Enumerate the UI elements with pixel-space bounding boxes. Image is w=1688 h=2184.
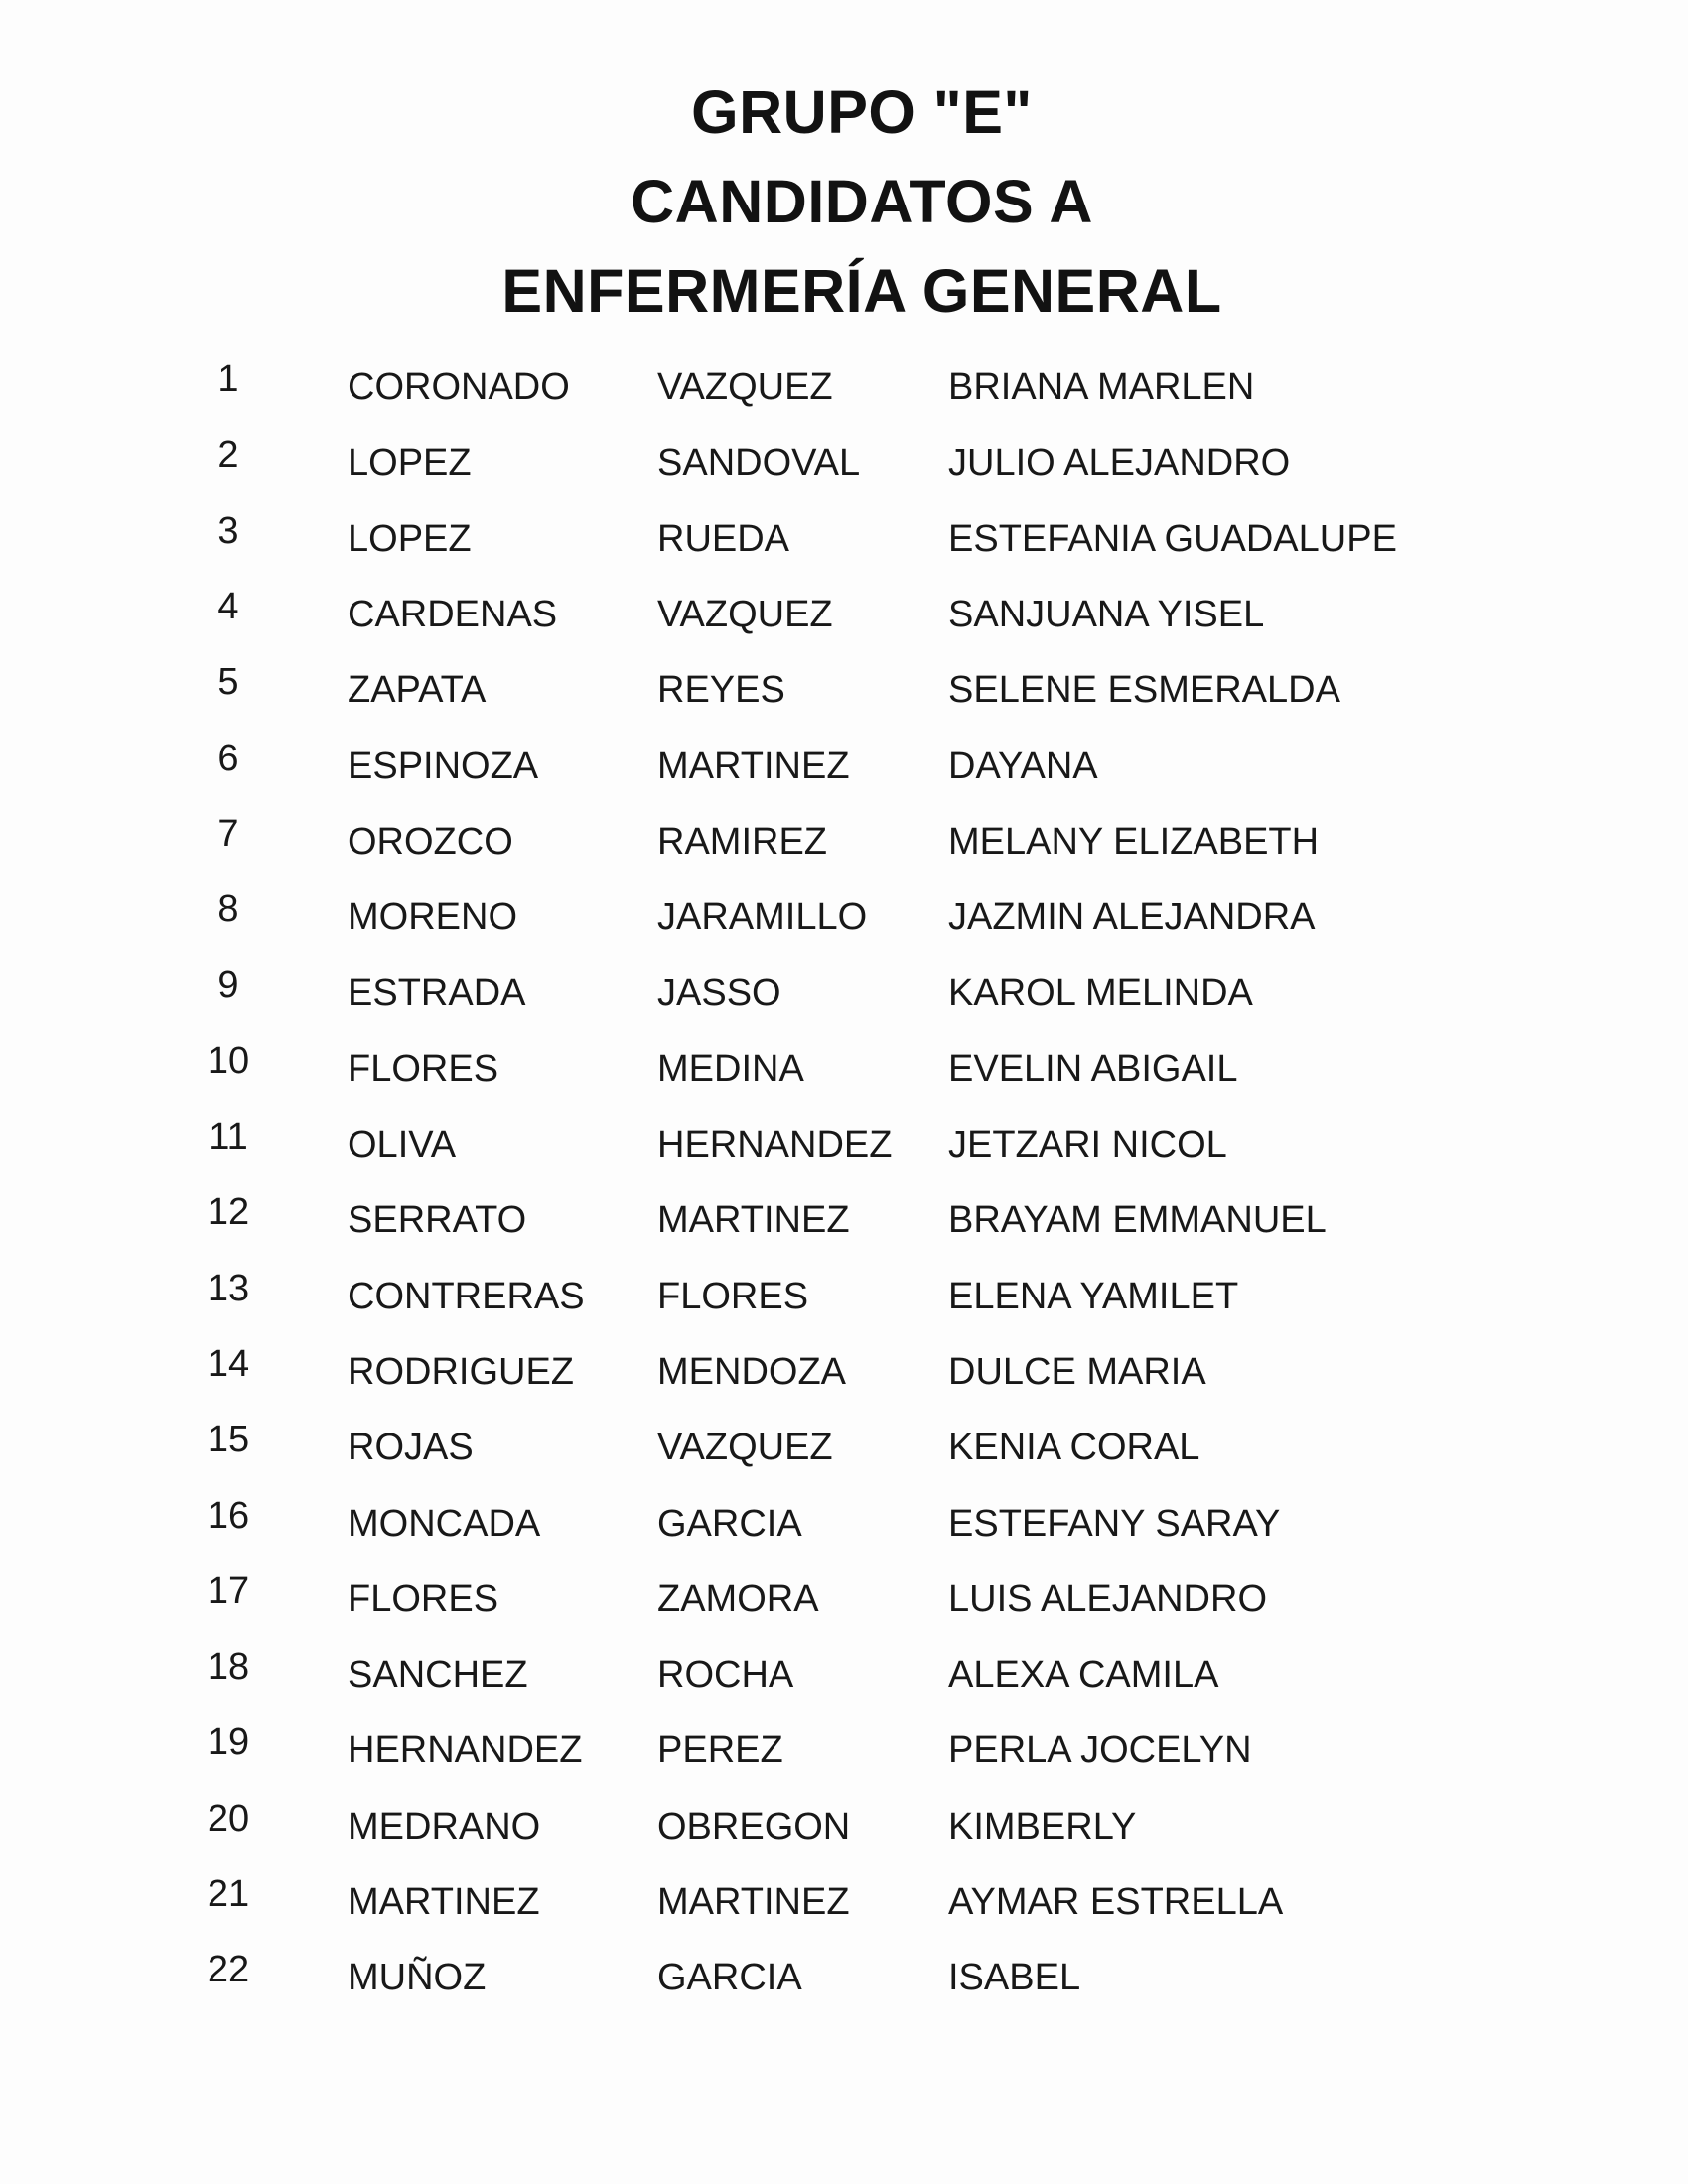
second-surname: JASSO xyxy=(657,972,781,1015)
second-surname: SANDOVAL xyxy=(657,442,861,484)
second-surname: VAZQUEZ xyxy=(657,1427,833,1469)
candidate-row xyxy=(0,812,1688,872)
second-surname: VAZQUEZ xyxy=(657,366,833,408)
given-names: ISABEL xyxy=(948,1957,1081,1999)
row-number: 8 xyxy=(217,888,239,931)
given-names: SELENE ESMERALDA xyxy=(948,669,1340,712)
candidate-row xyxy=(0,660,1688,720)
first-surname: ESPINOZA xyxy=(348,745,539,787)
document-title xyxy=(0,68,1688,336)
candidate-row xyxy=(0,509,1688,569)
given-names: ESTEFANY SARAY xyxy=(948,1502,1281,1545)
row-number: 4 xyxy=(217,585,239,627)
first-surname: MEDRANO xyxy=(348,1805,541,1847)
candidate-row xyxy=(0,1418,1688,1477)
given-names: ALEXA CAMILA xyxy=(948,1654,1219,1697)
title-line-group: GRUPO "E" xyxy=(691,78,1033,146)
row-number: 1 xyxy=(217,358,239,400)
first-surname: CONTRERAS xyxy=(348,1275,585,1317)
row-number: 15 xyxy=(207,1419,250,1461)
second-surname: MENDOZA xyxy=(657,1350,846,1393)
given-names: JAZMIN ALEJANDRA xyxy=(948,896,1316,939)
row-number: 20 xyxy=(207,1797,250,1840)
first-surname: MONCADA xyxy=(348,1502,541,1545)
given-names: KAROL MELINDA xyxy=(948,972,1253,1015)
given-names: JULIO ALEJANDRO xyxy=(948,442,1291,484)
second-surname: JARAMILLO xyxy=(657,896,868,939)
first-surname: MUÑOZ xyxy=(348,1957,487,1999)
first-surname: FLORES xyxy=(348,1577,499,1620)
second-surname: MARTINEZ xyxy=(657,745,850,787)
candidate-row xyxy=(0,585,1688,644)
given-names: KIMBERLY xyxy=(948,1805,1137,1847)
second-surname: MEDINA xyxy=(657,1047,804,1090)
first-surname: MARTINEZ xyxy=(348,1881,540,1923)
candidate-row xyxy=(0,1872,1688,1932)
second-surname: VAZQUEZ xyxy=(657,593,833,635)
row-number: 12 xyxy=(207,1191,250,1234)
given-names: SANJUANA YISEL xyxy=(948,593,1265,635)
first-surname: FLORES xyxy=(348,1047,499,1090)
second-surname: MARTINEZ xyxy=(657,1881,850,1923)
given-names: LUIS ALEJANDRO xyxy=(948,1577,1267,1620)
given-names: EVELIN ABIGAIL xyxy=(948,1047,1238,1090)
candidate-list xyxy=(0,357,1688,2045)
first-surname: ESTRADA xyxy=(348,972,526,1015)
second-surname: GARCIA xyxy=(657,1502,802,1545)
second-surname: FLORES xyxy=(657,1275,809,1317)
first-surname: OROZCO xyxy=(348,820,513,863)
given-names: DAYANA xyxy=(948,745,1098,787)
row-number: 22 xyxy=(207,1949,250,1991)
given-names: DULCE MARIA xyxy=(948,1350,1206,1393)
candidate-row xyxy=(0,1115,1688,1174)
first-surname: RODRIGUEZ xyxy=(348,1350,574,1393)
first-surname: OLIVA xyxy=(348,1124,457,1165)
row-number: 19 xyxy=(207,1721,250,1764)
candidate-row xyxy=(0,1720,1688,1780)
row-number: 11 xyxy=(209,1116,248,1158)
second-surname: ROCHA xyxy=(657,1654,794,1697)
first-surname: SERRATO xyxy=(348,1199,527,1242)
second-surname: REYES xyxy=(657,669,785,712)
row-number: 6 xyxy=(217,737,239,779)
title-line-program: ENFERMERÍA GENERAL xyxy=(501,257,1222,325)
row-number: 16 xyxy=(207,1494,250,1537)
row-number: 10 xyxy=(207,1039,250,1082)
row-number: 9 xyxy=(217,964,239,1007)
first-surname: ZAPATA xyxy=(348,669,487,712)
first-surname: LOPEZ xyxy=(348,517,472,560)
row-number: 18 xyxy=(207,1646,250,1689)
candidate-row xyxy=(0,963,1688,1023)
first-surname: CARDENAS xyxy=(348,593,558,635)
row-number: 3 xyxy=(217,509,239,552)
row-number: 17 xyxy=(207,1570,250,1612)
candidate-row xyxy=(0,1494,1688,1554)
given-names: JETZARI NICOL xyxy=(948,1124,1227,1165)
candidate-row xyxy=(0,1948,1688,2007)
given-names: BRAYAM EMMANUEL xyxy=(948,1199,1327,1242)
first-surname: ROJAS xyxy=(348,1427,474,1469)
given-names: KENIA CORAL xyxy=(948,1427,1200,1469)
given-names: ESTEFANIA GUADALUPE xyxy=(948,517,1397,560)
row-number: 14 xyxy=(207,1342,250,1385)
row-number: 7 xyxy=(217,812,239,855)
second-surname: RUEDA xyxy=(657,517,790,560)
candidate-row xyxy=(0,1267,1688,1326)
second-surname: RAMIREZ xyxy=(657,820,827,863)
candidate-row xyxy=(0,357,1688,417)
given-names: PERLA JOCELYN xyxy=(948,1729,1252,1772)
second-surname: HERNANDEZ xyxy=(657,1124,893,1165)
row-number: 2 xyxy=(217,434,239,477)
second-surname: GARCIA xyxy=(657,1957,802,1999)
row-number: 5 xyxy=(217,661,239,704)
candidate-row xyxy=(0,1797,1688,1856)
first-surname: LOPEZ xyxy=(348,442,472,484)
given-names: ELENA YAMILET xyxy=(948,1275,1239,1317)
first-surname: SANCHEZ xyxy=(348,1654,528,1697)
candidate-row xyxy=(0,1570,1688,1629)
first-surname: MORENO xyxy=(348,896,517,939)
second-surname: OBREGON xyxy=(657,1805,851,1847)
candidate-row xyxy=(0,1342,1688,1402)
candidate-row xyxy=(0,737,1688,796)
candidate-row xyxy=(0,433,1688,492)
given-names: MELANY ELIZABETH xyxy=(948,820,1320,863)
given-names: AYMAR ESTRELLA xyxy=(948,1881,1284,1923)
given-names: BRIANA MARLEN xyxy=(948,366,1255,408)
candidate-row xyxy=(0,887,1688,947)
second-surname: ZAMORA xyxy=(657,1577,819,1620)
title-line-candidates: CANDIDATOS A xyxy=(631,168,1093,235)
candidate-row xyxy=(0,1645,1688,1705)
candidate-row xyxy=(0,1039,1688,1099)
second-surname: MARTINEZ xyxy=(657,1199,850,1242)
row-number: 13 xyxy=(207,1267,250,1309)
row-number: 21 xyxy=(207,1873,250,1915)
first-surname: HERNANDEZ xyxy=(348,1729,583,1772)
candidate-row xyxy=(0,1190,1688,1250)
first-surname: CORONADO xyxy=(348,366,570,408)
second-surname: PEREZ xyxy=(657,1729,783,1772)
